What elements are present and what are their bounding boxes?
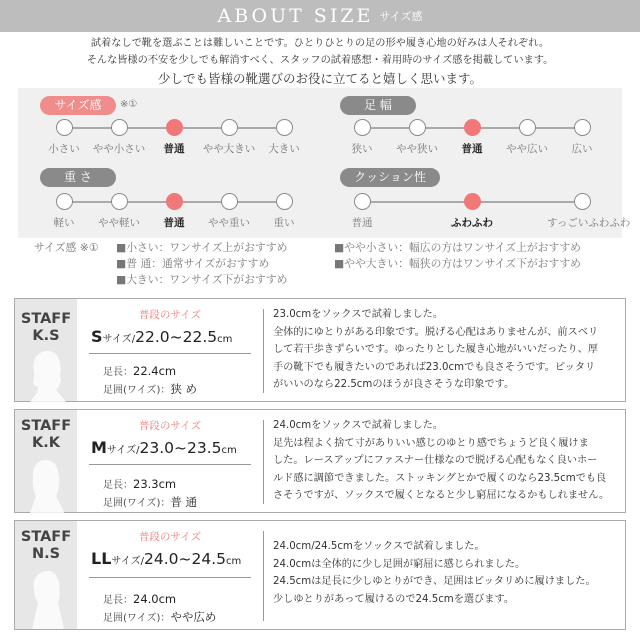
foot-length-value: 22.4cm xyxy=(133,364,177,378)
staff-silhouette-icon xyxy=(26,567,66,629)
scale-label: ふわふわ xyxy=(451,217,493,229)
legend-prefix: サイズ感 ※① xyxy=(34,241,99,254)
legend-item: ■小さい：ワンサイズ上がおすすめ xyxy=(116,241,288,254)
foot-length-label: 足長： xyxy=(103,595,133,606)
size-unit: cm xyxy=(217,334,233,345)
staff-size-block xyxy=(77,299,263,401)
scale-dot-selected xyxy=(166,119,183,136)
usual-size-value xyxy=(91,438,237,457)
about-size-banner xyxy=(0,0,640,32)
scale-dot xyxy=(276,193,293,210)
scale-label: 狭い xyxy=(351,143,373,155)
weight-pill: 重 さ xyxy=(40,168,116,187)
foot-length xyxy=(103,363,176,378)
legend-left xyxy=(116,240,287,288)
banner-subtitle: サイズ感 xyxy=(379,10,423,23)
foot-width xyxy=(103,381,197,397)
staff-name: K.S xyxy=(32,328,60,344)
weight-scale xyxy=(54,192,294,232)
staff-comment xyxy=(273,306,621,394)
staff-comment xyxy=(273,538,621,608)
staff-card-kk xyxy=(14,409,626,513)
scale-label: やや重い xyxy=(208,217,250,229)
size-range: 22.0~22.5 xyxy=(135,328,218,346)
scale-label: やや小さい xyxy=(92,143,146,155)
scale-label: やや大きい xyxy=(202,143,256,155)
scale-dot xyxy=(56,193,73,210)
size-range: 24.0~24.5 xyxy=(143,550,226,568)
comment-line: した。レースアップにファスナー仕様なので脱げる心配もなく良いホー xyxy=(273,455,598,466)
foot-width-scale xyxy=(352,118,592,158)
size-unit: cm xyxy=(221,445,237,456)
staff-name: K.K xyxy=(32,435,60,451)
intro-line-1: 試着なしで靴を選ぶことは難しいことです。ひとりひとりの足の形や履き心地の好みは人それぞれ。 xyxy=(90,38,550,49)
foot-length-label: 足長： xyxy=(103,480,133,491)
size-feel-note: ※① xyxy=(120,99,138,110)
size-feel-scale xyxy=(48,118,300,158)
cushion-scale xyxy=(351,192,631,232)
comment-line: 全体的にゆとりがある印象です。脱げる心配はありませんが、前スベリ xyxy=(273,326,599,338)
foot-width-label: 足囲(ワイズ)： xyxy=(103,385,171,396)
foot-length xyxy=(103,591,176,606)
comment-line: 足先は程よく捨て寸がありいい感じのゆとり感でちょうど良く履けま xyxy=(273,437,589,449)
scale-label: やや軽い xyxy=(98,217,140,229)
staff-silhouette-icon xyxy=(26,347,66,402)
comment-line: 24.0cmは全体的に少し足囲が窮屈に感じられました。 xyxy=(273,558,526,570)
staff-label: STAFF xyxy=(20,529,72,545)
staff-card-ks xyxy=(14,298,626,402)
foot-width-value: 狭 め xyxy=(170,382,198,396)
comment-line: 手の靴下でも履きたいのであれば23.0cmでも良さそうです。ピッタリ xyxy=(273,361,596,373)
staff-comment xyxy=(273,417,621,505)
scale-dot-selected xyxy=(464,119,481,136)
foot-length xyxy=(103,476,176,491)
foot-width-label: 足囲(ワイズ)： xyxy=(103,498,171,509)
comment-line: 24.0cmをソックスで試着しました。 xyxy=(273,420,444,431)
foot-width-pill: 足 幅 xyxy=(340,96,416,115)
comment-line: がいいのなら22.5cmのほうが良さそうな印象です。 xyxy=(273,379,515,390)
staff-silhouette-icon xyxy=(26,456,66,513)
scale-label: 普通 xyxy=(163,217,185,229)
scale-label: 重い xyxy=(273,217,295,229)
divider xyxy=(89,464,251,465)
scale-dot xyxy=(221,193,238,210)
usual-size-label: 普段のサイズ xyxy=(138,531,202,543)
scale-label: やや広い xyxy=(506,143,548,155)
comment-line: 少しゆとりがあって履けるので24.5cmを選びます。 xyxy=(273,593,515,605)
scale-dot xyxy=(574,193,591,210)
scale-dot xyxy=(354,119,371,136)
staff-size-block xyxy=(77,410,263,512)
staff-label: STAFF xyxy=(20,311,72,327)
scale-label: 小さい xyxy=(48,143,80,155)
scale-dot xyxy=(354,193,371,210)
foot-width-value: 普 通 xyxy=(170,495,198,509)
comment-line: 24.0cm/24.5cmをソックスで試着しました。 xyxy=(273,541,485,552)
scale-dot xyxy=(519,119,536,136)
legend-item: ■大きい：ワンサイズ下がおすすめ xyxy=(116,273,288,286)
size-feel-pill: サイズ感 xyxy=(40,96,116,115)
staff-label: STAFF xyxy=(20,418,72,434)
scale-label: 軽い xyxy=(53,217,75,229)
scale-dot-selected xyxy=(166,193,183,210)
divider xyxy=(89,577,251,578)
size-word: サイズ/ xyxy=(106,445,140,456)
intro-line-3: 少しでも皆様の靴選びのお役に立てると嬉しく思います。 xyxy=(157,71,482,86)
comment-line: さそうですが、ソックスで履くとなると少し窮屈になるかもしれません。 xyxy=(273,490,610,501)
foot-width-value: やや広め xyxy=(170,610,217,624)
size-unit: cm xyxy=(225,556,242,567)
banner-title: ABOUT SIZE xyxy=(217,5,374,27)
scale-dot xyxy=(221,119,238,136)
scale-dot xyxy=(276,119,293,136)
staff-name: N.S xyxy=(31,546,61,562)
size-letter: LL xyxy=(91,549,112,568)
scale-dot xyxy=(56,119,73,136)
usual-size-value xyxy=(91,327,232,346)
scale-label: 普通 xyxy=(351,217,373,229)
size-range: 23.0~23.5 xyxy=(139,439,222,457)
scale-dot xyxy=(111,119,128,136)
legend-item: ■やや小さい：幅広の方はワンサイズ上がおすすめ xyxy=(334,241,581,254)
legend-right xyxy=(334,240,581,272)
divider xyxy=(89,353,251,354)
foot-width xyxy=(103,494,197,510)
size-word: サイズ/ xyxy=(102,334,136,345)
comment-line: 23.0cmをソックスで試着しました。 xyxy=(273,309,444,320)
scale-label: 大きい xyxy=(268,143,300,155)
staff-card-ns xyxy=(14,520,626,630)
foot-length-value: 24.0cm xyxy=(133,592,177,606)
staff-size-block xyxy=(77,521,263,629)
cushion-pill: クッション性 xyxy=(340,168,440,187)
comment-line: ルド感に調節できました。ストッキングとかで履くのなら23.5cmでも良 xyxy=(273,472,607,484)
comment-line: 24.5cmは足長に少しゆとりができ、足囲はピッタリめに履けました。 xyxy=(273,576,596,587)
column-divider xyxy=(263,531,264,621)
foot-width-label: 足囲(ワイズ)： xyxy=(103,613,171,624)
intro-text xyxy=(0,36,640,89)
foot-length-value: 23.3cm xyxy=(133,477,177,491)
scale-label: 普通 xyxy=(163,143,185,155)
foot-width xyxy=(103,609,216,625)
size-word: サイズ/ xyxy=(111,556,144,567)
scale-label: すっごいふわふわ xyxy=(547,217,631,229)
legend-item: ■普 通：通常サイズがおすすめ xyxy=(116,257,270,270)
scale-label: やや狭い xyxy=(396,143,438,155)
intro-line-2: そんな皆様の不安を少しでも解消すべく、スタッフの試着感想・着用時のサイズ感を掲載しています。 xyxy=(86,54,554,66)
scale-dot xyxy=(574,119,591,136)
size-letter: M xyxy=(91,438,107,457)
column-divider xyxy=(263,309,264,393)
scale-dot xyxy=(409,119,426,136)
usual-size-label: 普段のサイズ xyxy=(138,420,202,432)
usual-size-value xyxy=(91,549,241,568)
scale-dot xyxy=(111,193,128,210)
legend-item: ■やや大きい：幅狭の方はワンサイズ下がおすすめ xyxy=(334,257,581,270)
scale-label: 普通 xyxy=(461,143,483,155)
foot-length-label: 足長： xyxy=(103,367,133,378)
scale-label: 広い xyxy=(571,143,593,155)
usual-size-label: 普段のサイズ xyxy=(138,309,202,321)
comment-line: して若干歩きずらいです。ゆったりとした履き心地がいいだったり、厚 xyxy=(273,344,599,355)
column-divider xyxy=(263,420,264,504)
size-scales-panel xyxy=(18,88,631,238)
scale-dot-selected xyxy=(464,193,481,210)
size-letter: S xyxy=(91,327,103,346)
